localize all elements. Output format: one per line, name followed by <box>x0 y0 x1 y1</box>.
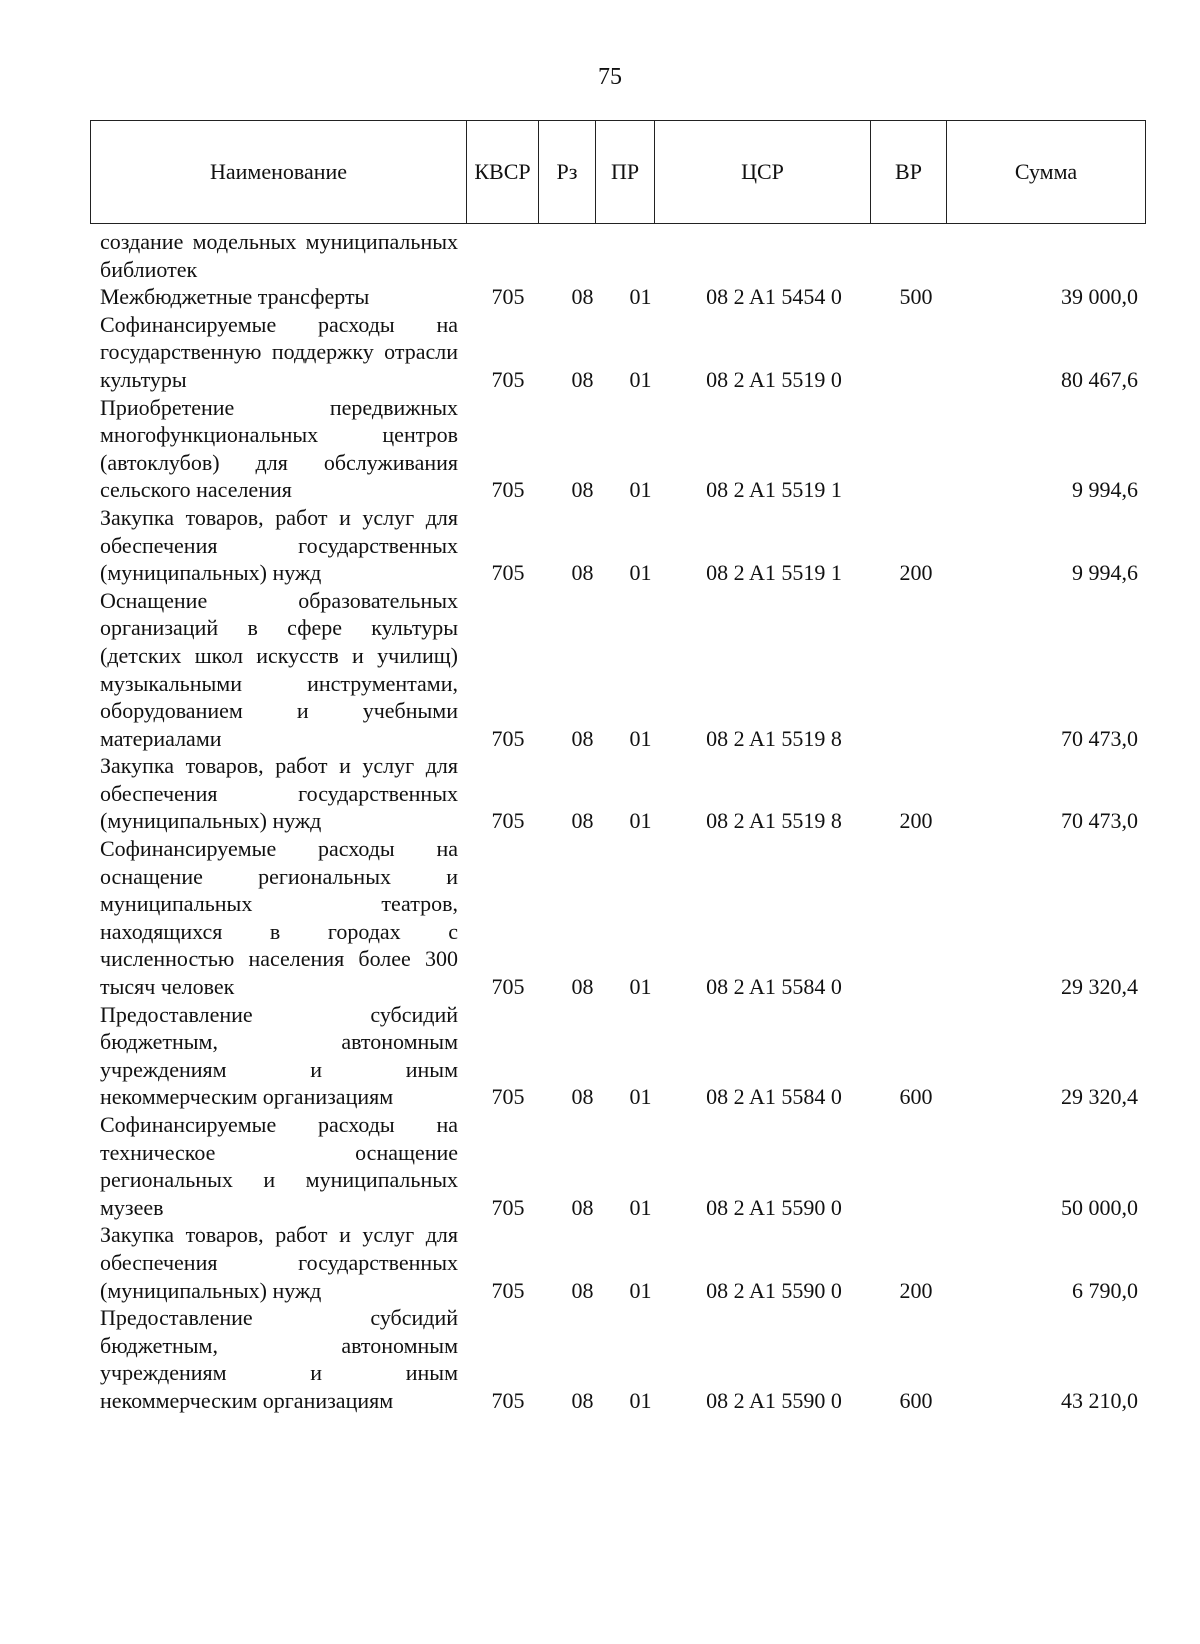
row-kvsr: 705 <box>491 1084 525 1110</box>
row-vr: 600 <box>899 1084 933 1110</box>
table-row <box>100 283 1146 311</box>
row-name: Софинансируемые расходы на государственную поддержку отрасли культуры <box>100 311 458 392</box>
row-name: Софинансируемые расходы на оснащение региональных и муниципальных театров, находящихся в городах с численностью населения более 300 тысяч человек <box>100 836 458 1000</box>
row-pr: 01 <box>629 1194 652 1220</box>
row-name: Закупка товаров, работ и услуг для обеспечения государственных (муниципальных) нужд <box>100 504 458 586</box>
row-vr: 200 <box>899 1277 933 1303</box>
header-rz: Рз <box>539 121 596 223</box>
row-sum: 29 320,4 <box>1061 974 1138 1000</box>
row-sum: 50 000,0 <box>1061 1194 1138 1220</box>
table-row <box>100 1001 1146 1111</box>
row-sum: 6 790,0 <box>1072 1277 1138 1303</box>
row-rz: 08 <box>571 477 594 503</box>
row-sum: 9 994,6 <box>1072 477 1138 503</box>
row-csr: 08 2 A1 5590 0 <box>706 1277 842 1303</box>
table-row <box>100 835 1146 1001</box>
header-sum: Сумма <box>1014 159 1078 184</box>
row-rz: 08 <box>571 725 594 751</box>
row-sum: 70 473,0 <box>1061 808 1138 834</box>
row-pr: 01 <box>629 974 652 1000</box>
row-pr: 01 <box>629 1387 652 1413</box>
table-header <box>90 120 1146 224</box>
row-vr: 600 <box>899 1387 933 1413</box>
header-csr: ЦСР <box>655 121 871 223</box>
row-name: Оснащение образовательных организаций в сфере культуры (детских школ искусств и училищ) музыкальными инструментами, оборудованием и учебными материалами <box>100 587 458 751</box>
row-name: Софинансируемые расходы на техническое оснащение региональных и муниципальных музеев <box>100 1112 458 1220</box>
row-kvsr: 705 <box>491 1277 525 1303</box>
row-pr: 01 <box>629 725 652 751</box>
row-rz: 08 <box>571 1277 594 1303</box>
table-row <box>100 311 1146 394</box>
row-rz: 08 <box>571 1387 594 1413</box>
row-name: создание модельных муниципальных библиотек <box>100 229 458 282</box>
header-name: Наименование <box>91 121 467 223</box>
row-rz: 08 <box>571 366 594 392</box>
row-csr: 08 2 A1 5519 1 <box>706 560 842 586</box>
page-number: 75 <box>598 64 622 90</box>
table-row <box>100 752 1146 835</box>
row-name: Закупка товаров, работ и услуг для обеспечения государственных (муниципальных) нужд <box>100 1222 458 1303</box>
row-csr: 08 2 A1 5519 1 <box>706 477 842 503</box>
row-kvsr: 705 <box>491 725 525 751</box>
row-pr: 01 <box>629 1277 652 1303</box>
row-sum: 9 994,6 <box>1072 560 1138 586</box>
row-csr: 08 2 A1 5519 0 <box>706 366 842 392</box>
row-pr: 01 <box>629 1084 652 1110</box>
row-name: Закупка товаров, работ и услуг для обеспечения государственных (муниципальных) нужд <box>100 753 458 834</box>
row-kvsr: 705 <box>491 1387 525 1413</box>
row-vr: 500 <box>899 284 933 310</box>
row-rz: 08 <box>571 560 594 586</box>
table-row <box>100 394 1146 504</box>
table-body <box>100 228 1146 1415</box>
row-csr: 08 2 A1 5519 8 <box>706 808 842 834</box>
row-pr: 01 <box>629 284 652 310</box>
row-csr: 08 2 A1 5519 8 <box>706 725 842 751</box>
row-rz: 08 <box>571 284 594 310</box>
table-row <box>100 228 1146 283</box>
row-kvsr: 705 <box>491 560 525 586</box>
row-vr: 200 <box>899 560 933 586</box>
header-pr: ПР <box>596 121 655 223</box>
row-csr: 08 2 A1 5590 0 <box>706 1194 842 1220</box>
row-name: Межбюджетные трансферты <box>100 284 370 310</box>
row-rz: 08 <box>571 974 594 1000</box>
row-rz: 08 <box>571 1194 594 1220</box>
row-rz: 08 <box>571 808 594 834</box>
row-kvsr: 705 <box>491 366 525 392</box>
row-kvsr: 705 <box>491 284 525 310</box>
row-sum: 39 000,0 <box>1061 284 1138 310</box>
table-row <box>100 1111 1146 1221</box>
row-csr: 08 2 A1 5584 0 <box>706 1084 842 1110</box>
table-row <box>100 587 1146 753</box>
row-sum: 29 320,4 <box>1061 1084 1138 1110</box>
row-sum: 80 467,6 <box>1061 366 1138 392</box>
row-sum: 70 473,0 <box>1061 725 1138 751</box>
row-name: Приобретение передвижных многофункциональных центров (автоклубов) для обслуживания сельского населения <box>100 394 458 503</box>
row-kvsr: 705 <box>491 477 525 503</box>
row-kvsr: 705 <box>491 974 525 1000</box>
row-sum: 43 210,0 <box>1061 1387 1138 1413</box>
row-pr: 01 <box>629 477 652 503</box>
header-kvsr: КВСР <box>467 121 539 223</box>
table-row <box>100 1221 1146 1304</box>
row-rz: 08 <box>571 1084 594 1110</box>
row-vr: 200 <box>899 808 933 834</box>
row-csr: 08 2 A1 5584 0 <box>706 974 842 1000</box>
row-pr: 01 <box>629 366 652 392</box>
row-pr: 01 <box>629 560 652 586</box>
row-csr: 08 2 A1 5590 0 <box>706 1387 842 1413</box>
row-name: Предоставление субсидий бюджетным, автономным учреждениям и иным некоммерческим организациям <box>100 1305 458 1413</box>
row-name: Предоставление субсидий бюджетным, автономным учреждениям и иным некоммерческим организациям <box>100 1001 458 1110</box>
table-row <box>100 1304 1146 1414</box>
row-csr: 08 2 A1 5454 0 <box>706 284 842 310</box>
table-row <box>100 504 1146 587</box>
row-kvsr: 705 <box>491 1194 525 1220</box>
row-kvsr: 705 <box>491 808 525 834</box>
row-pr: 01 <box>629 808 652 834</box>
header-vr: ВР <box>871 121 947 223</box>
